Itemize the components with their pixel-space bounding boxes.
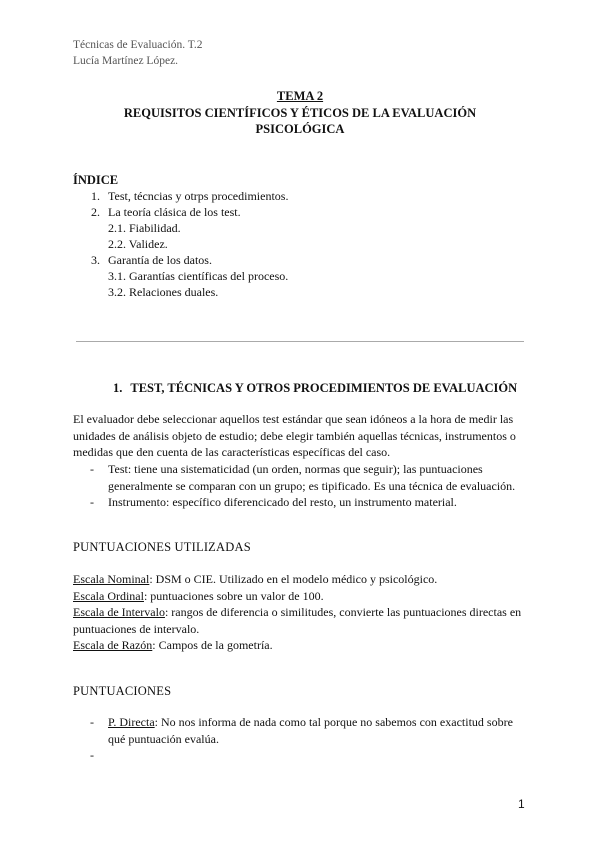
list-item: - Instrumento: específico diferencicado del resto, un instrumento material. bbox=[90, 495, 457, 509]
scale-item: Escala de Intervalo: rangos de diferencia o similitudes, convierte las puntuaciones directas en puntuaciones de intervalo. bbox=[73, 605, 522, 636]
section-1-paragraph: El evaluador debe seleccionar aquellos test estándar que sean idóneos a la hora de medir las unidades de análisis objeto de estudio; debe elegir también aquellas técnicas, instrumentos o medidas que den cuenta de las características específicas del caso. bbox=[73, 412, 516, 459]
section-1-bullets bbox=[73, 461, 528, 511]
toc-subitem: 2.2. Validez. bbox=[108, 237, 168, 251]
scale-item: Escala Nominal: DSM o CIE. Utilizado en el modelo médico y psicológico. bbox=[73, 572, 438, 586]
toc-subitem: 3.2. Relaciones duales. bbox=[108, 285, 219, 299]
header-course: Técnicas de Evaluación. T.2 bbox=[73, 39, 203, 51]
scale-item: Escala de Razón: Campos de la gometría. bbox=[73, 638, 273, 652]
tema-label: TEMA 2 bbox=[276, 89, 324, 103]
list-item: - P. Directa: No nos informa de nada como tal porque no sabemos con exactitud sobre qué puntuación evalúa. bbox=[90, 715, 513, 746]
indice-heading: ÍNDICE bbox=[73, 173, 119, 187]
list-item: - Test: tiene una sistematicidad (un orden, normas que seguir); las puntuaciones generalmente se comparan con un grupo; es tipificado. Es una técnica de evaluación. bbox=[90, 462, 516, 493]
page-number: 1 bbox=[518, 797, 525, 811]
puntuaciones-heading: PUNTUACIONES bbox=[73, 684, 172, 698]
title-line-1: REQUISITOS CIENTÍFICOS Y ÉTICOS DE LA EVALUACIÓN bbox=[123, 105, 477, 120]
scales-list bbox=[73, 571, 533, 654]
puntuaciones-utilizadas-heading: PUNTUACIONES UTILIZADAS bbox=[73, 540, 251, 554]
table-of-contents bbox=[73, 172, 288, 300]
header-author: Lucía Martínez López. bbox=[73, 55, 179, 67]
section-1-title: 1. TEST, TÉCNICAS Y OTROS PROCEDIMIENTOS DE EVALUACIÓN bbox=[113, 381, 518, 395]
puntuaciones-bullets: - P. Directa: No nos informa de nada como tal porque no sabemos con exactitud sobre qué puntuación evalúa. - bbox=[73, 714, 528, 747]
page-header bbox=[73, 37, 203, 69]
toc-item: 3. Garantía de los datos. bbox=[91, 253, 212, 267]
toc-item: 1. Test, técncias y otrps procedimientos. bbox=[91, 189, 289, 203]
toc-subitem: 2.1. Fiabilidad. bbox=[108, 221, 181, 235]
horizontal-divider bbox=[76, 341, 524, 342]
title-line-2: PSICOLÓGICA bbox=[255, 122, 345, 136]
toc-item: 2. La teoría clásica de los test. bbox=[91, 205, 241, 219]
scale-item: Escala Ordinal: puntuaciones sobre un valor de 100. bbox=[73, 588, 324, 603]
toc-subitem: 3.1. Garantías científicas del proceso. bbox=[108, 269, 289, 283]
document-title bbox=[0, 88, 600, 138]
